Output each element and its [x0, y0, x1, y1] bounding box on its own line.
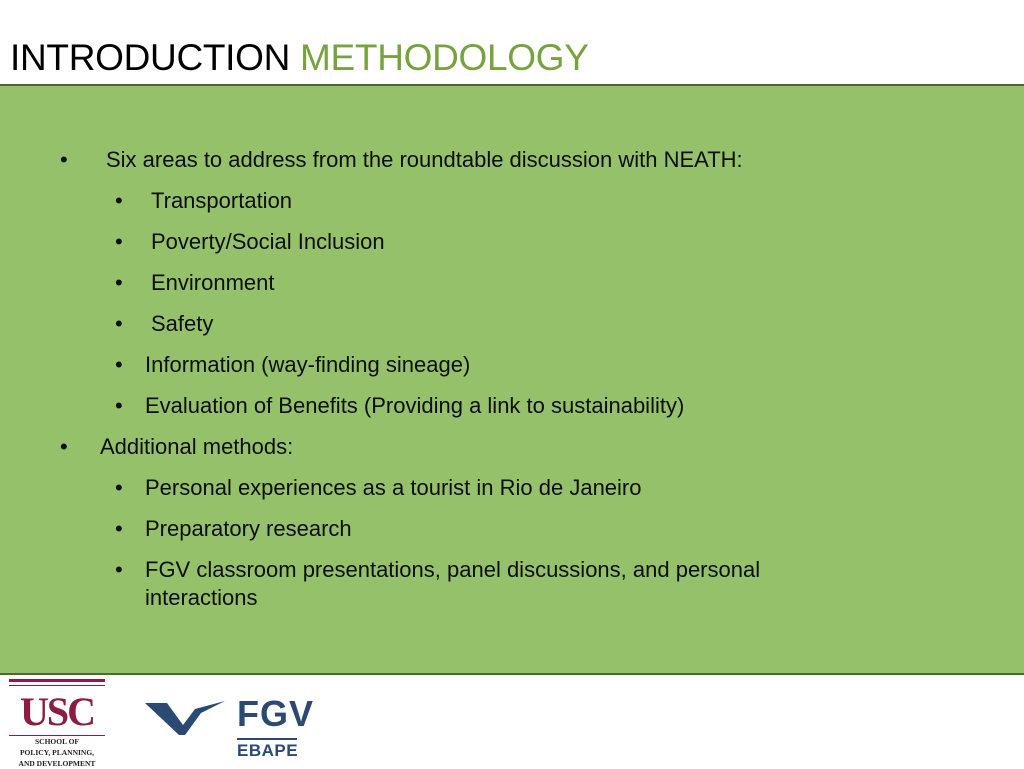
content-panel [0, 84, 1024, 675]
title-intro: INTRODUCTION [10, 37, 301, 78]
bullet-dot-icon: • [115, 352, 123, 377]
bullet-dot-icon: • [115, 229, 123, 254]
usc-rule [9, 685, 105, 686]
bullet-transportation [60, 187, 960, 215]
bullet-dot-icon: • [115, 311, 123, 336]
bullet-dot-icon: • [60, 434, 68, 459]
bullet-fgv-classroom [60, 556, 865, 612]
bullet-text: Personal experiences as a tourist in Rio de Janeiro [145, 475, 642, 500]
bullet-text: Information (way-finding sineage) [145, 352, 471, 377]
bullet-dot-icon: • [115, 475, 123, 500]
bullet-text: Transportation [151, 188, 293, 213]
bullet-text: FGV classroom presentations, panel discussions, and personal interactions [145, 557, 761, 610]
fgv-wordmark: FGV [237, 693, 315, 734]
bullet-dot-icon: • [115, 188, 123, 213]
bullet-six-areas [60, 146, 960, 174]
bullet-preparatory-research [60, 515, 960, 543]
bullet-text: Additional methods: [100, 434, 294, 459]
fgv-rule [237, 738, 297, 740]
bullet-dot-icon: • [115, 557, 123, 582]
bullet-personal-experiences [60, 474, 960, 502]
usc-mark: USC [19, 689, 95, 734]
usc-school-line2: POLICY, PLANNING, [19, 748, 95, 757]
bullet-safety [60, 310, 960, 338]
bullet-text: Poverty/Social Inclusion [151, 229, 385, 254]
bullet-text: Environment [151, 270, 275, 295]
bullet-additional-methods [60, 433, 960, 461]
usc-logo [9, 679, 105, 768]
slide-title [10, 30, 589, 86]
bullet-dot-icon: • [60, 147, 68, 172]
ebape-wordmark: EBAPE [237, 741, 299, 760]
bullet-text: Safety [151, 311, 214, 336]
bullet-dot-icon: • [115, 516, 123, 541]
usc-school-line3: AND DEVELOPMENT [18, 759, 96, 768]
fgv-chevron-icon [145, 697, 229, 737]
bullet-list [60, 146, 960, 625]
bullet-text: Preparatory research [145, 516, 352, 541]
bullet-environment [60, 269, 960, 297]
bullet-text: Six areas to address from the roundtable discussion with NEATH: [106, 147, 743, 172]
footer-logos [0, 675, 1024, 768]
bullet-text: Evaluation of Benefits (Providing a link to sustainability) [145, 393, 685, 418]
fgv-logo [145, 693, 315, 768]
bullet-information [60, 351, 960, 379]
usc-school-line1: SCHOOL OF [35, 737, 79, 746]
bullet-dot-icon: • [115, 393, 123, 418]
bullet-poverty [60, 228, 960, 256]
bullet-evaluation [60, 392, 960, 420]
title-methodology: METHODOLOGY [300, 37, 589, 78]
bullet-dot-icon: • [115, 270, 123, 295]
